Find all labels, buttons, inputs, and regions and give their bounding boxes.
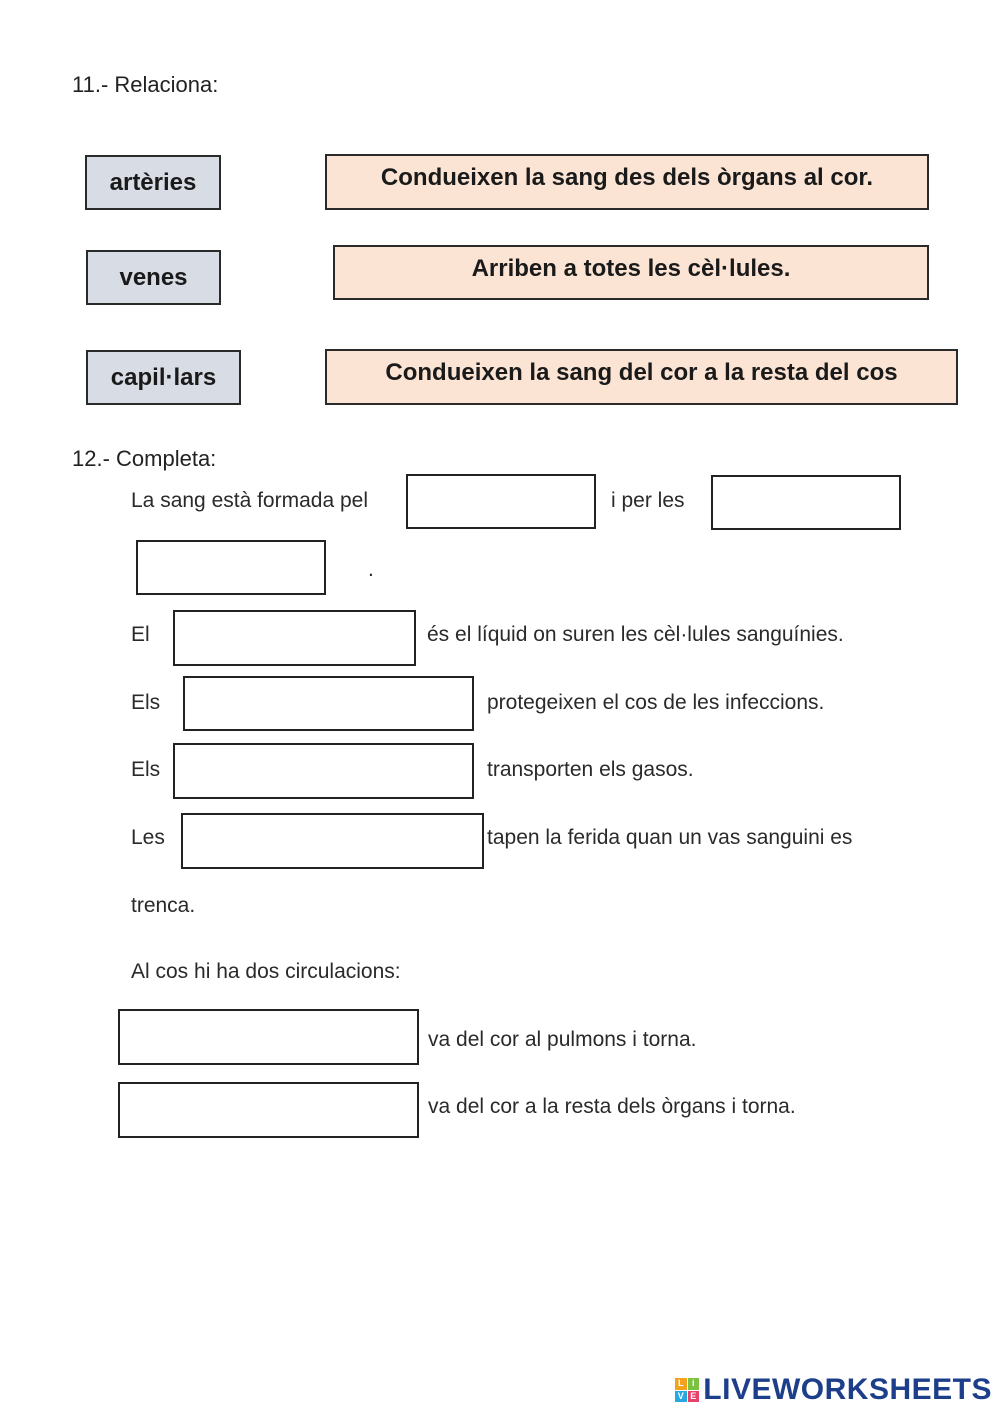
- line5-text-a: Els: [131, 758, 161, 781]
- blank-9[interactable]: [118, 1082, 419, 1138]
- definition-2[interactable]: Arriben a totes les cèl·lules.: [333, 245, 929, 300]
- line9-text-b: va del cor al pulmons i torna.: [428, 1028, 697, 1051]
- logo-letter: V: [675, 1391, 687, 1403]
- line5-text-b: transporten els gasos.: [487, 758, 694, 781]
- line10-text-b: va del cor a la resta dels òrgans i torna.: [428, 1095, 796, 1118]
- liveworksheets-logo-icon: [675, 1378, 699, 1402]
- line6-text-a: Les: [131, 826, 165, 849]
- definition-1[interactable]: Condueixen la sang des dels òrgans al cor.: [325, 154, 929, 210]
- liveworksheets-logo-text: LIVEWORKSHEETS: [703, 1373, 992, 1406]
- term-venes[interactable]: venes: [86, 250, 221, 305]
- line4-text-a: Els: [131, 691, 161, 714]
- blank-3[interactable]: [136, 540, 326, 595]
- logo-letter: i: [688, 1378, 700, 1390]
- line3-text-a: El: [131, 623, 150, 646]
- blank-1[interactable]: [406, 474, 596, 529]
- exercise-12-heading: 12.- Completa:: [72, 446, 217, 471]
- blank-7[interactable]: [181, 813, 484, 869]
- line1-text-b: i per les: [611, 489, 685, 512]
- line3-text-b: és el líquid on suren les cèl·lules sanguínies.: [427, 623, 844, 646]
- line7-text: trenca.: [131, 894, 196, 917]
- line4-text-b: protegeixen el cos de les infeccions.: [487, 691, 825, 714]
- logo-letter: E: [688, 1391, 700, 1403]
- blank-8[interactable]: [118, 1009, 419, 1065]
- blank-2[interactable]: [711, 475, 901, 530]
- line8-text: Al cos hi ha dos circulacions:: [131, 960, 401, 983]
- line2-dot: .: [368, 558, 374, 581]
- blank-4[interactable]: [173, 610, 416, 666]
- definition-3[interactable]: Condueixen la sang del cor a la resta del cos: [325, 349, 958, 405]
- logo-letter: L: [675, 1378, 687, 1390]
- term-arteries[interactable]: artèries: [85, 155, 221, 210]
- term-capil-lars[interactable]: capil·lars: [86, 350, 241, 405]
- liveworksheets-logo[interactable]: [675, 1373, 992, 1407]
- line6-text-b: tapen la ferida quan un vas sanguini es: [487, 826, 853, 849]
- blank-6[interactable]: [173, 743, 474, 799]
- exercise-11-heading: 11.- Relaciona:: [72, 72, 219, 97]
- blank-5[interactable]: [183, 676, 474, 731]
- line1-text-a: La sang està formada pel: [131, 489, 368, 512]
